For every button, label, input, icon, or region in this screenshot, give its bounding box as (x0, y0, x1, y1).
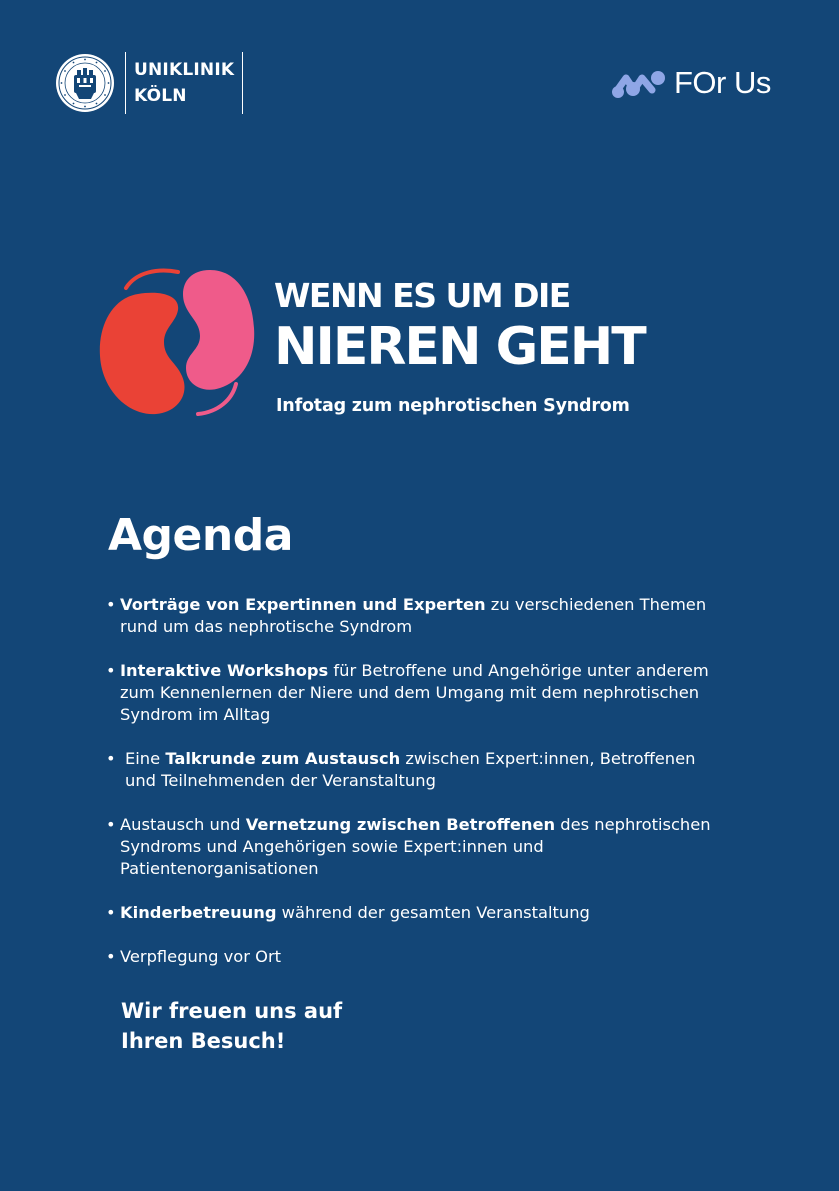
forus-mark-icon (612, 68, 666, 98)
hero-title-line1: WENN ES UM DIE (274, 276, 570, 315)
hero-subtitle: Infotag zum nephrotischen Syndrom (276, 396, 630, 416)
agenda-item-bold: Vernetzung zwischen Betroffenen (245, 815, 556, 834)
agenda-item-text: zwischen Expert:innen, Betroffenen und Teilnehmenden der Veranstaltung (125, 749, 696, 790)
closing-line1: Wir freuen uns auf (121, 999, 343, 1023)
hero-title-line2: NIEREN GEHT (274, 317, 645, 377)
logo-divider-right (242, 52, 243, 114)
kidneys-icon (98, 266, 258, 418)
agenda-item-text: Eine (125, 749, 166, 768)
agenda-item (106, 660, 726, 726)
forus-logo (612, 64, 771, 102)
university-seal-icon (55, 53, 115, 113)
agenda-item-text: für Betroffene und Angehörige unter anderem zum Kennenlernen der Niere und dem Umgang mit dem nephrotischen Syndrom im Alltag (120, 661, 709, 724)
uniklinik-wordmark (134, 57, 234, 109)
agenda-item-text: Austausch und (120, 815, 246, 834)
agenda-item-text: zu verschiedenen Themen rund um das nephrotische Syndrom (120, 595, 707, 636)
agenda-item-text: während der gesamten Veranstaltung (276, 903, 590, 922)
hero-title (274, 276, 645, 376)
agenda-list (106, 594, 726, 990)
agenda-item-bold: Kinderbetreuung (120, 903, 277, 922)
closing-message (121, 996, 342, 1056)
bullet: • (106, 749, 116, 768)
bullet: • (106, 815, 116, 834)
agenda-item (106, 946, 726, 968)
agenda-item (106, 814, 726, 880)
agenda-title: Agenda (108, 510, 293, 561)
uniklinik-logo (55, 52, 243, 114)
agenda-item-text: Verpflegung vor Ort (120, 947, 282, 966)
agenda-item-bold: Talkrunde zum Austausch (165, 749, 401, 768)
agenda-item-text: des nephrotischen Syndroms und Angehörigen sowie Expert:innen und Patientenorganisationen (120, 815, 711, 878)
bullet: • (106, 661, 116, 680)
bullet: • (106, 595, 116, 614)
agenda-item (106, 594, 726, 638)
logo-divider-left (125, 52, 126, 114)
agenda-item (106, 748, 726, 792)
bullet: • (106, 947, 116, 966)
closing-line2: Ihren Besuch! (121, 1029, 286, 1053)
agenda-item (106, 902, 726, 924)
agenda-item-bold: Interaktive Workshops (120, 661, 329, 680)
forus-wordmark: FOr Us (674, 65, 771, 100)
bullet: • (106, 903, 116, 922)
uniklinik-line2: KÖLN (134, 86, 187, 106)
uniklinik-line1: UNIKLINIK (134, 60, 235, 80)
agenda-item-bold: Vorträge von Expertinnen und Experten (120, 595, 486, 614)
